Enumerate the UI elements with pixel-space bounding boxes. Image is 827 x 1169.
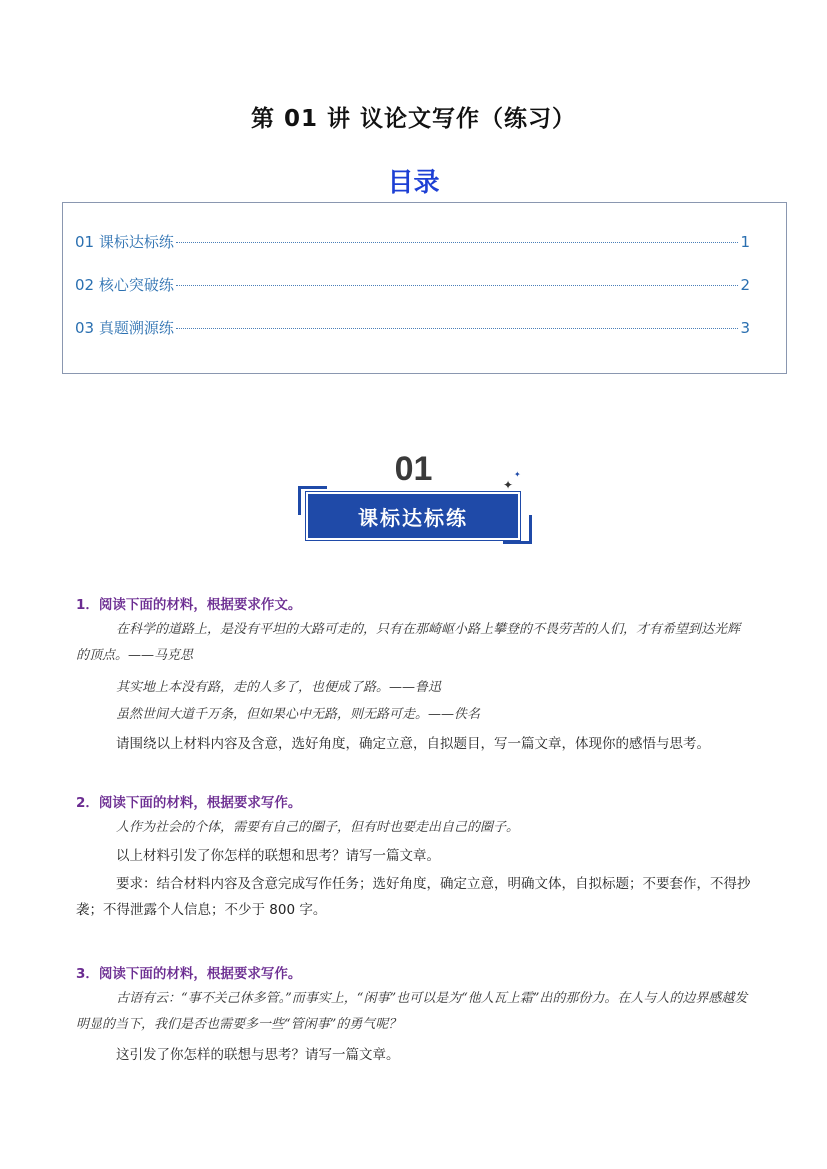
sparkle-small-icon: ✦ <box>514 470 521 479</box>
question-1-heading: 1．阅读下面的材料，根据要求作文。 <box>76 597 302 613</box>
toc-entry-label: 01 课标达标练 <box>75 233 174 251</box>
question-3-heading: 3．阅读下面的材料，根据要求写作。 <box>76 966 302 982</box>
section-number: 01 <box>394 450 433 488</box>
question-2-heading: 2．阅读下面的材料，根据要求写作。 <box>76 795 302 811</box>
question-3-material: 古语有云：“事不关己休多管。”而事实上，“闲事”也可以是为“他人瓦上霜”出的那份力。在人与人的边界感越发明显的当下，我们是否也需要多一些“管闲事”的勇气呢？ <box>76 991 748 1032</box>
question-1-instruction: 请围绕以上材料内容及含意，选好角度，确定立意，自拟题目，写一篇文章，体现你的感悟与思考。 <box>116 736 710 752</box>
toc-entry-page: 3 <box>740 319 750 337</box>
toc-entry-2[interactable] <box>75 274 750 296</box>
toc-entry-page: 1 <box>740 233 750 251</box>
question-1-quote-2: 其实地上本没有路，走的人多了，也便成了路。——鲁迅 <box>116 680 442 695</box>
section-banner <box>296 470 536 548</box>
toc-entry-3[interactable] <box>75 317 750 339</box>
toc-entry-label: 02 核心突破练 <box>75 276 174 294</box>
question-3-prompt: 这引发了你怎样的联想与思考？请写一篇文章。 <box>116 1047 400 1063</box>
toc-leader-dots <box>176 328 739 329</box>
toc-leader-dots <box>176 285 739 286</box>
question-2-material: 人作为社会的个体，需要有自己的圈子，但有时也要走出自己的圈子。 <box>116 820 520 835</box>
toc-entry-label: 03 真题溯源练 <box>75 319 174 337</box>
toc-entry-1[interactable] <box>75 231 750 253</box>
question-1-quote-1: 在科学的道路上，是没有平坦的大路可走的，只有在那崎岖小路上攀登的不畏劳苦的人们，才有希望到达光辉的顶点。——马克思 <box>76 622 741 663</box>
question-1-quote-3: 虽然世间大道千万条，但如果心中无路，则无路可走。——佚名 <box>116 707 481 722</box>
toc-heading: 目录 <box>387 168 440 198</box>
toc-entry-page: 2 <box>740 276 750 294</box>
question-2-requirements: 要求：结合材料内容及含意完成写作任务；选好角度，确定立意，明确文体，自拟标题；不要套作，不得抄袭；不得泄露个人信息；不少于 800 字。 <box>76 876 751 918</box>
question-2-prompt: 以上材料引发了你怎样的联想和思考？请写一篇文章。 <box>116 848 440 864</box>
document-title: 第 01 讲 议论文写作（练习） <box>250 106 577 132</box>
table-of-contents <box>62 202 787 374</box>
toc-leader-dots <box>176 242 739 243</box>
sparkle-icon: ✦ <box>503 478 514 492</box>
section-title: 课标达标练 <box>306 492 520 540</box>
